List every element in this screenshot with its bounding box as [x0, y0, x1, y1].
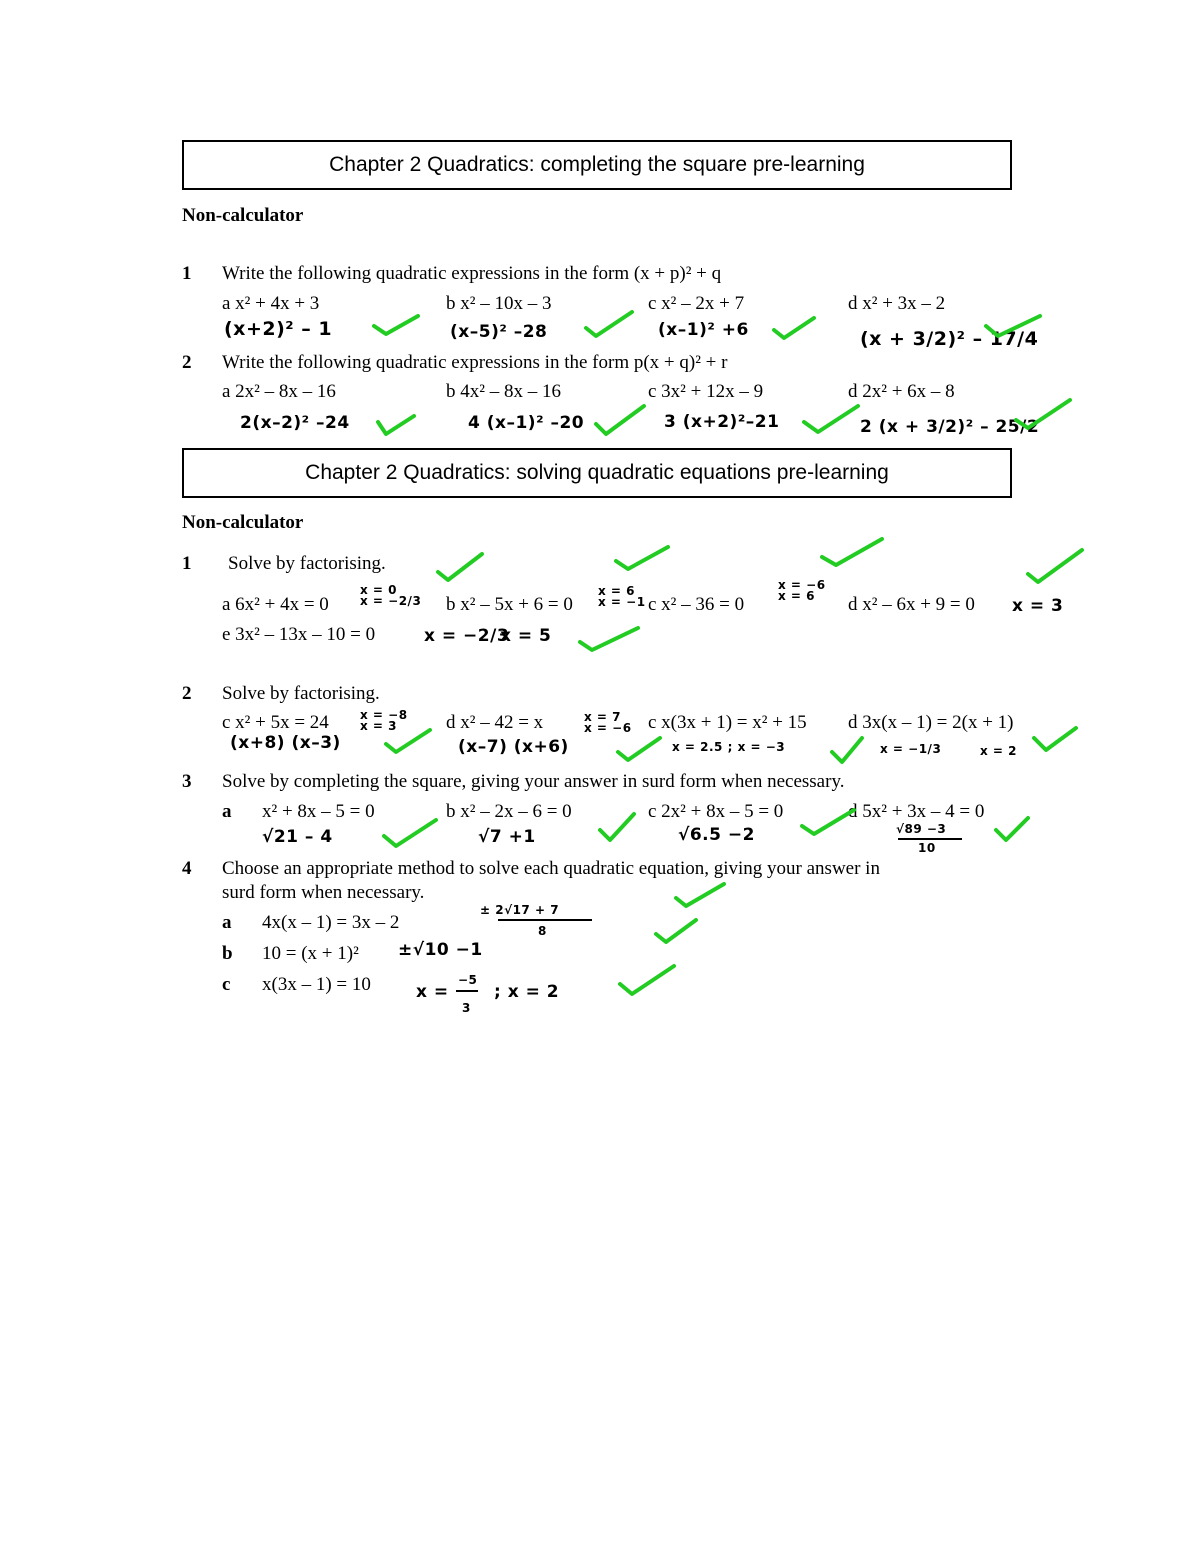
s2-q3-part-d: d 5x² + 3x – 4 = 0 [848, 801, 985, 822]
s2-q1-answer-a-2: x = −2/3 [360, 594, 422, 608]
s2-q1-part-e: e 3x² – 13x – 10 = 0 [222, 624, 376, 645]
check-mark-icon [984, 314, 1042, 340]
s2-q4-part-b: 10 = (x + 1)² [262, 943, 359, 964]
s2-q2-answer-d [584, 712, 632, 734]
s2-q3-answer-c: √6.5 −2 [678, 825, 755, 845]
s2-q3-part-b: b x² – 2x – 6 = 0 [446, 801, 572, 822]
section-1-title-box [182, 140, 1012, 190]
s2-q4-part-a-label: a [222, 912, 232, 933]
s2-q3-answer-d-den: 10 [918, 841, 936, 855]
s2-q2-answer-d-1: x = 7 [584, 710, 621, 724]
section-2-title: Chapter 2 Quadratics: solving quadratic equations pre-learning [305, 461, 889, 484]
s1-q1-text: Write the following quadratic expressions in the form (x + p)² + q [222, 263, 722, 284]
s2-q4-answer-c-rhs: ; x = 2 [494, 982, 560, 1002]
s2-q3-answer-a: √21 – 4 [262, 827, 333, 847]
s2-q3-part-c: c 2x² + 8x – 5 = 0 [648, 801, 784, 822]
s1-q1-answer-d: (x + 3/2)² – 17/4 [860, 328, 1039, 350]
s2-q1-answer-a [360, 585, 421, 607]
s1-q2-text: Write the following quadratic expressions in the form p(x + q)² + r [222, 352, 728, 373]
s2-q3-answer-b: √7 +1 [478, 827, 536, 847]
s2-q4-answer-a-num: ± 2√17 + 7 [480, 903, 560, 917]
section-1-subtitle: Non-calculator [182, 205, 304, 226]
s2-q1-number: 1 [182, 553, 192, 574]
s1-q1-part-d: d x² + 3x – 2 [848, 293, 946, 314]
check-mark-icon [654, 918, 698, 944]
s2-q1-part-b: b x² – 5x + 6 = 0 [446, 594, 573, 615]
check-mark-icon [372, 312, 420, 338]
check-mark-icon [1026, 548, 1084, 584]
s1-q2-part-d: d 2x² + 6x – 8 [848, 381, 955, 402]
s2-q2-answer-c2: x = 2.5 ; x = −3 [672, 740, 786, 754]
s1-q1-number: 1 [182, 263, 192, 284]
s2-q2-answer-d-factors: (x–7) (x+6) [458, 737, 569, 757]
s1-q2-answer-c: 3 (x+2)²–21 [664, 412, 780, 432]
s2-q2-answer-d2-1: x = −1/3 [880, 742, 942, 756]
s1-q2-answer-b: 4 (x–1)² –20 [468, 413, 585, 433]
s2-q1-answer-c [778, 580, 826, 602]
s2-q2-answer-d-2: x = −6 [584, 721, 632, 735]
check-mark-icon [674, 882, 726, 908]
s2-q1-part-d: d x² – 6x + 9 = 0 [848, 594, 975, 615]
s2-q1-answer-e-2: x = 5 [500, 626, 552, 646]
s1-q2-number: 2 [182, 352, 192, 373]
check-mark-icon [994, 816, 1030, 842]
section-2-subtitle: Non-calculator [182, 512, 304, 533]
section-1-title: Chapter 2 Quadratics: completing the square pre-learning [329, 153, 865, 176]
s2-q4-answer-c-lhs: x = [416, 982, 449, 1002]
s2-q4-number: 4 [182, 858, 192, 879]
s2-q4-answer-c-den: 3 [462, 1001, 471, 1015]
s2-q1-answer-c-2: x = 6 [778, 589, 815, 603]
s2-q1-part-a: a 6x² + 4x = 0 [222, 594, 329, 615]
s2-q2-answer-c-1: x = −8 [360, 708, 408, 722]
check-mark-icon [616, 736, 662, 762]
s2-q3-part-a: x² + 8x – 5 = 0 [262, 801, 375, 822]
s2-q2-answer-c-2: x = 3 [360, 719, 397, 733]
s2-q4-text-line2: surd form when necessary. [222, 882, 425, 903]
s2-q2-part-d2: d 3x(x – 1) = 2(x + 1) [848, 712, 1014, 733]
s2-q4-answer-c-num: −5 [458, 973, 478, 987]
check-mark-icon [578, 626, 640, 652]
s2-q1-answer-a-1: x = 0 [360, 583, 397, 597]
s2-q4-part-c-label: c [222, 974, 231, 995]
check-mark-icon [802, 404, 860, 434]
check-mark-icon [1014, 398, 1072, 430]
s2-q4-answer-a-den: 8 [538, 924, 547, 938]
s2-q1-answer-b [598, 586, 646, 608]
s1-q2-answer-a: 2(x–2)² –24 [240, 413, 350, 433]
s1-q2-part-a: a 2x² – 8x – 16 [222, 381, 336, 402]
s2-q2-part-d: d x² – 42 = x [446, 712, 544, 733]
check-mark-icon [772, 314, 816, 340]
s2-q1-answer-b-1: x = 6 [598, 584, 635, 598]
s2-q1-part-c: c x² – 36 = 0 [648, 594, 745, 615]
s1-q1-part-a: a x² + 4x + 3 [222, 293, 320, 314]
check-mark-icon [382, 818, 438, 848]
s2-q4-text-line1: Choose an appropriate method to solve each quadratic equation, giving your answer in [222, 858, 880, 879]
s2-q4-answer-b: ±√10 −1 [398, 940, 483, 960]
s2-q3-number: 3 [182, 771, 192, 792]
s1-q2-part-b: b 4x² – 8x – 16 [446, 381, 561, 402]
s2-q4-part-b-label: b [222, 943, 233, 964]
check-mark-icon [598, 812, 636, 842]
section-2-title-box [182, 448, 1012, 498]
s2-q3-text: Solve by completing the square, giving your answer in surd form when necessary. [222, 771, 845, 792]
check-mark-icon [830, 736, 864, 764]
s2-q3-answer-d-num: √89 −3 [896, 822, 947, 836]
s2-q1-answer-b-2: x = −1 [598, 595, 646, 609]
s2-q2-part-c: c x² + 5x = 24 [222, 712, 329, 733]
s1-q2-answer-d: 2 (x + 3/2)² – 25/2 [860, 417, 1040, 437]
s1-q1-part-b: b x² – 10x – 3 [446, 293, 552, 314]
s2-q2-part-c2: c x(3x + 1) = x² + 15 [648, 712, 807, 733]
s1-q2-part-c: c 3x² + 12x – 9 [648, 381, 764, 402]
s2-q2-number: 2 [182, 683, 192, 704]
check-mark-icon [594, 404, 646, 436]
check-mark-icon [584, 310, 634, 338]
s1-q1-answer-c: (x–1)² +6 [658, 320, 749, 340]
s2-q4-answer-c-fraction-bar [456, 990, 478, 992]
s2-q4-part-a: 4x(x – 1) = 3x – 2 [262, 912, 400, 933]
s1-q1-answer-b: (x–5)² –28 [450, 322, 548, 342]
s2-q1-answer-d: x = 3 [1012, 596, 1064, 616]
check-mark-icon [820, 537, 884, 567]
s1-q1-part-c: c x² – 2x + 7 [648, 293, 745, 314]
s2-q3-answer-d-fraction-bar [898, 838, 962, 840]
check-mark-icon [618, 964, 676, 996]
check-mark-icon [436, 550, 484, 582]
s2-q1-answer-c-1: x = −6 [778, 578, 826, 592]
s2-q3-part-a-label: a [222, 801, 232, 822]
check-mark-icon [614, 545, 670, 571]
s2-q4-part-c: x(3x – 1) = 10 [262, 974, 371, 995]
s2-q1-answer-e-1: x = −2/3 [424, 626, 510, 646]
check-mark-icon [376, 412, 416, 436]
check-mark-icon [800, 808, 856, 836]
s2-q4-answer-a-fraction-bar [498, 919, 592, 921]
s2-q1-text: Solve by factorising. [228, 553, 386, 574]
s2-q2-answer-d2-2: x = 2 [980, 744, 1017, 758]
s2-q2-text: Solve by factorising. [222, 683, 380, 704]
s2-q2-answer-c-factors: (x+8) (x–3) [230, 733, 341, 753]
check-mark-icon [1032, 726, 1078, 752]
s1-q1-answer-a: (x+2)² – 1 [224, 318, 333, 340]
check-mark-icon [384, 728, 432, 754]
